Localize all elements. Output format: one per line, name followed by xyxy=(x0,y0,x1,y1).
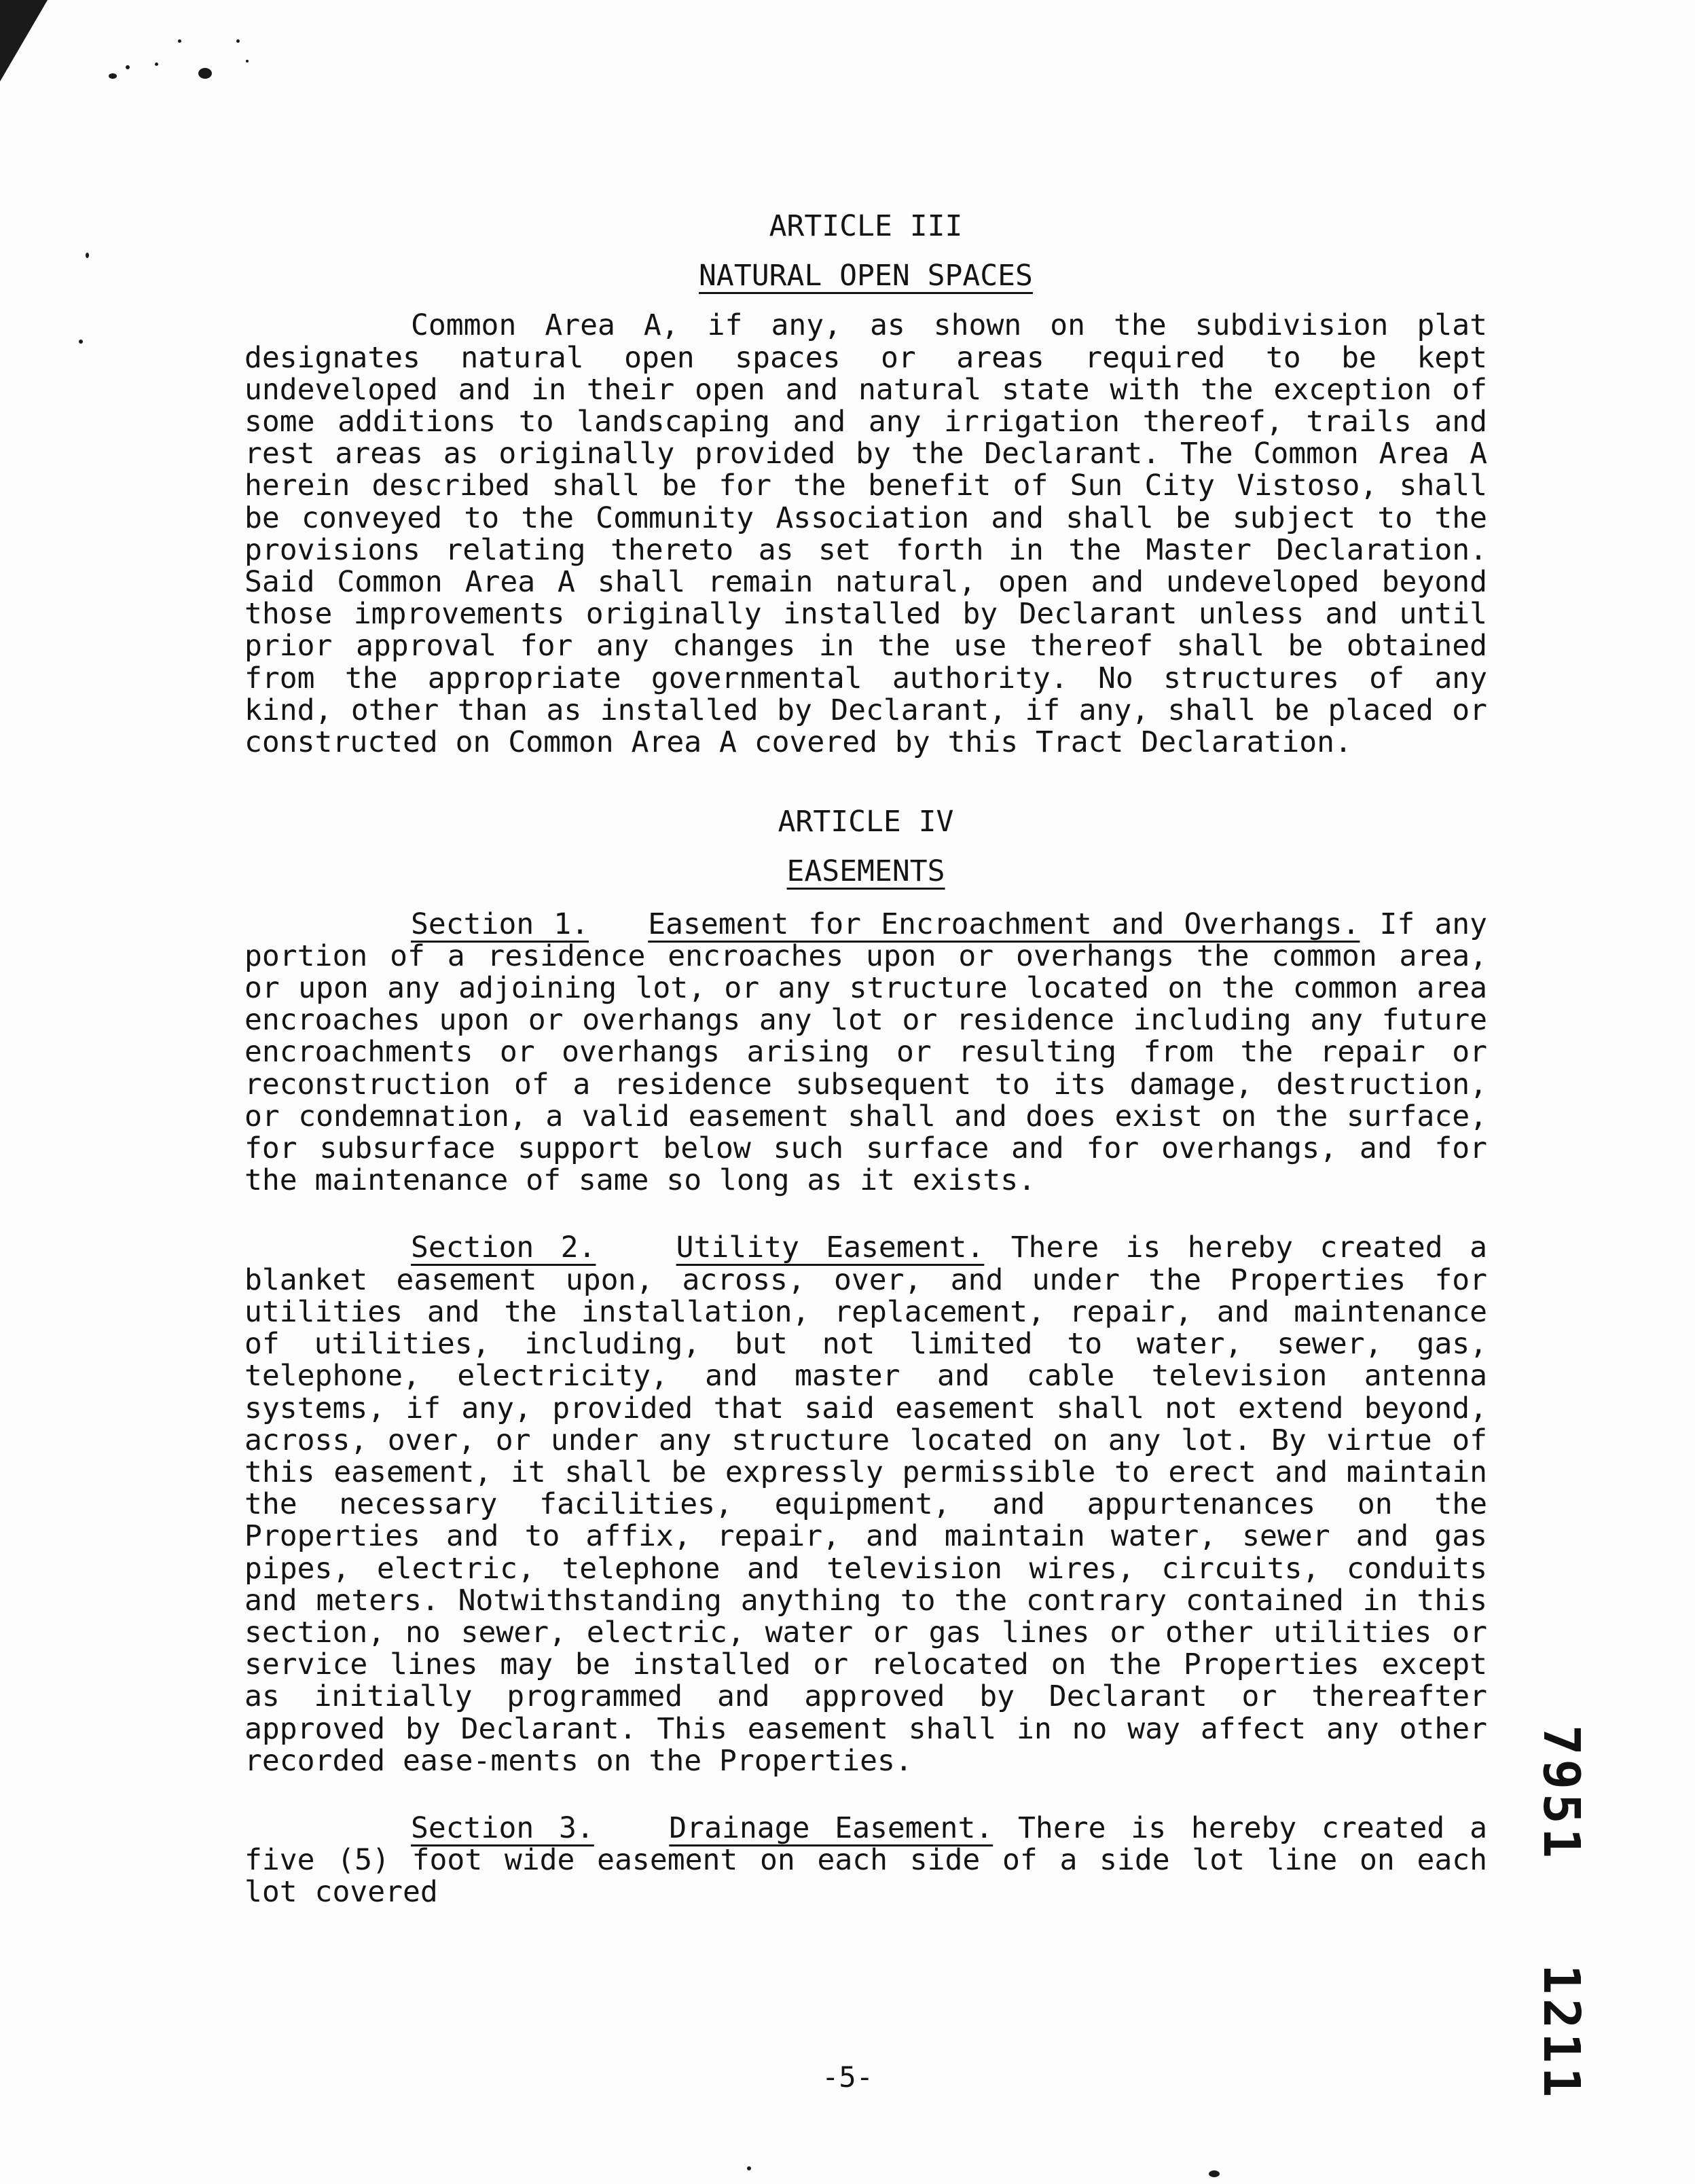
article-4-title xyxy=(244,856,1487,888)
section-3-label: Section 3. xyxy=(411,1810,594,1845)
section-2-heading: Utility Easement. xyxy=(676,1231,985,1265)
scan-speck xyxy=(747,2166,751,2170)
article-3-body: Common Area A, if any, as shown on the subdivision plat designates natural open spaces or areas required to be kept undeveloped and in their open and natural state with the exception of some additions to landscaping and any irrigation thereof, trails and rest areas as originally provided by the Declarant. The Common Area A herein described shall be for the benefit of Sun City Vistoso, shall be conveyed to the Community Association and shall be subject to the provisions relating thereto as set forth in the Master Declaration. Said Common Area A shall remain natural, open and undeveloped beyond those improvements originally installed by Declarant unless and until prior approval for any changes in the use thereof shall be obtained from the appropriate governmental authority. No structures of any kind, other than as installed by Declarant, if any, shall be placed or constructed on Common Area A covered by this Tract Declaration. xyxy=(244,308,1487,760)
section-1-label: Section 1. xyxy=(411,907,589,941)
scan-speck xyxy=(79,340,83,344)
article-3-title xyxy=(244,260,1487,292)
section-2-label: Section 2. xyxy=(411,1231,596,1265)
article-3-number: ARTICLE III xyxy=(769,209,963,243)
section-1-heading: Easement for Encroachment and Overhangs. xyxy=(648,907,1360,941)
document-body xyxy=(244,211,1487,1909)
section-3-body: There is hereby created a five (5) foot wide easement on each side of a side lot line on each lot covered xyxy=(244,1810,1487,1910)
scan-speck xyxy=(246,60,249,62)
section-2-paragraph xyxy=(244,1232,1487,1777)
stamp-docket: 7951 xyxy=(1532,1725,1590,1863)
recording-stamp xyxy=(1532,1725,1590,2101)
scan-speck xyxy=(155,62,158,66)
section-2-body: There is hereby created a blanket easement upon, across, over, and under the Properties for utilities and the installation, replacement, repair, and maintenance of utilities, including, but not limited to water, sewer, gas, telephone, electricity, and master and cable television antenna systems, if any, provided that said easement shall not extend beyond, across, over, or under any structure located on any lot. By virtue of this easement, it shall be expressly permissible to erect and maintain the necessary facilities, equipment, and appurtenances on the Properties and to affix, repair, and maintain water, sewer and gas pipes, electric, telephone and television wires, circuits, conduits and meters. Notwithstanding anything to the contrary contained in this section, no sewer, electric, water or gas lines or other utilities or service lines may be installed or relocated on the Properties except as initially programmed and approved by Declarant or thereafter approved by Declarant. This easement shall in no way affect any other recorded ease-ments on the Properties. xyxy=(244,1231,1487,1778)
article-4-title-text: EASEMENTS xyxy=(786,854,945,889)
scan-speck xyxy=(126,65,130,69)
scan-speck xyxy=(86,253,89,258)
scan-speck xyxy=(1209,2170,1220,2177)
section-1-body: If any portion of a residence encroaches upon or overhangs the common area, or upon any adjoining lot, or any structure located on the common area encroaches upon or overhangs any lot or residence including any future encroachments or overhangs arising or resulting from the repair or reconstruction of a residence subsequent to its damage, destruction, or condemnation, a valid easement shall and does exist on the surface, for subsurface support below such surface and for overhangs, and for the maintenance of same so long as it exists. xyxy=(244,907,1487,1198)
scan-speck xyxy=(109,73,117,79)
article-3-title-text: NATURAL OPEN SPACES xyxy=(699,259,1033,293)
scan-speck xyxy=(198,68,212,79)
stamp-page: 1211 xyxy=(1532,1964,1590,2102)
scan-speck xyxy=(236,39,240,43)
scan-edge xyxy=(0,0,48,81)
page-number: -5- xyxy=(822,2060,873,2094)
section-3-paragraph xyxy=(244,1810,1487,1910)
section-1-paragraph xyxy=(244,909,1487,1197)
section-3-heading: Drainage Easement. xyxy=(669,1810,994,1845)
scan-speck xyxy=(178,39,181,43)
article-4-number: ARTICLE IV xyxy=(778,805,954,839)
